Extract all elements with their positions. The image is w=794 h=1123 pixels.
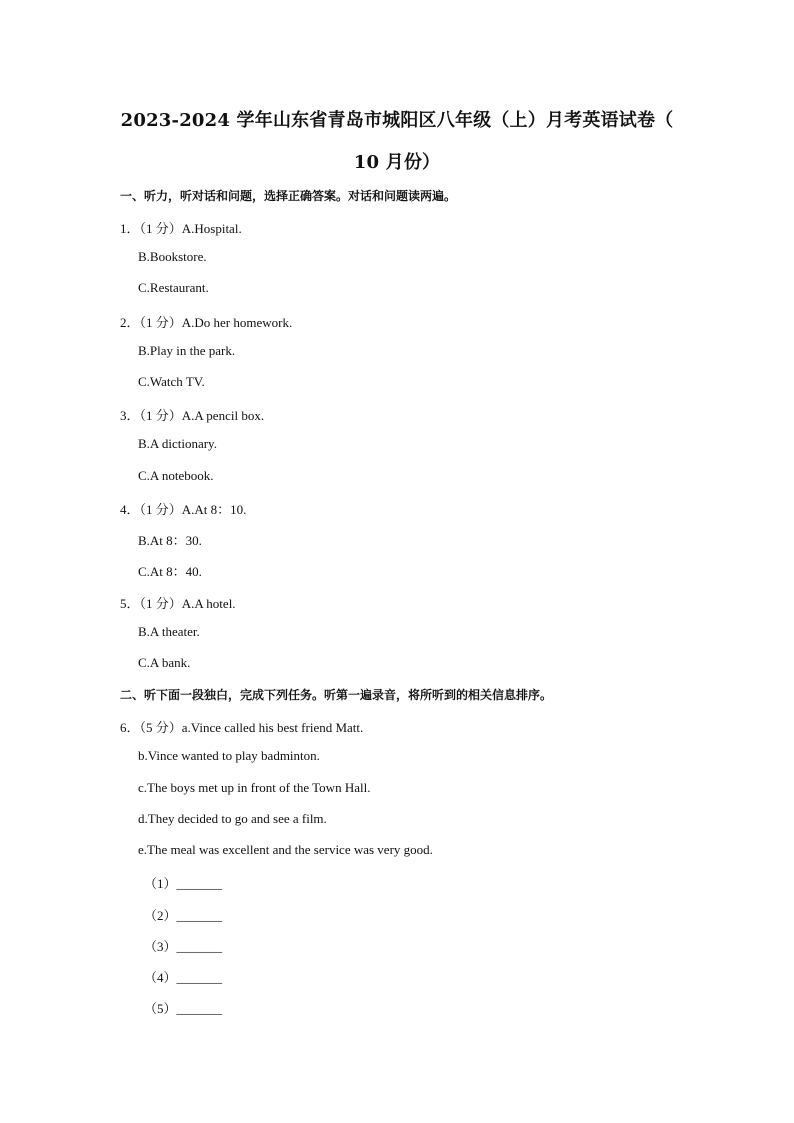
exam-title-line-1: 2023-2024 学年山东省青岛市城阳区八年级（上）月考英语试卷（ <box>120 110 674 131</box>
answer-blank-3[interactable]: （3）_______ <box>144 939 223 954</box>
question-5-option-b: B.A theater. <box>138 624 200 639</box>
question-1-option-c: C.Restaurant. <box>138 280 209 295</box>
question-1-stem: 1．（1 分）A.Hospital. <box>120 221 242 236</box>
question-4-option-b: B.At 8：30. <box>138 533 202 548</box>
question-3-option-b: B.A dictionary. <box>138 436 217 451</box>
question-3-option-c: C.A notebook. <box>138 468 214 483</box>
question-6-item-e: e.The meal was excellent and the service was very good. <box>138 842 433 857</box>
question-2-option-b: B.Play in the park. <box>138 343 236 358</box>
question-3-stem: 3．（1 分）A.A pencil box. <box>120 408 265 423</box>
answer-blank-2[interactable]: （2）_______ <box>144 908 223 923</box>
question-5-stem: 5．（1 分）A.A hotel. <box>120 596 236 611</box>
exam-title-line-2: 10 月份） <box>353 152 441 173</box>
question-5-option-c: C.A bank. <box>138 655 191 670</box>
section-2-heading: 二、听下面一段独白，完成下列任务。听第一遍录音，将所听到的相关信息排序。 <box>120 688 553 702</box>
answer-blank-4[interactable]: （4）_______ <box>144 970 223 985</box>
question-6-item-d: d.They decided to go and see a film. <box>138 811 327 826</box>
section-1-heading: 一、听力，听对话和问题，选择正确答案。对话和问题读两遍。 <box>120 189 457 203</box>
question-6-item-c: c.The boys met up in front of the Town Hall. <box>138 780 371 795</box>
question-2-option-c: C.Watch TV. <box>138 374 205 389</box>
question-4-option-c: C.At 8：40. <box>138 564 202 579</box>
question-4-stem: 4．（1 分）A.At 8：10. <box>120 502 247 517</box>
question-6-stem: 6．（5 分）a.Vince called his best friend Matt. <box>120 720 364 735</box>
question-1-option-b: B.Bookstore. <box>138 249 207 264</box>
question-2-stem: 2．（1 分）A.Do her homework. <box>120 315 293 330</box>
answer-blank-5[interactable]: （5）_______ <box>144 1001 223 1016</box>
answer-blank-1[interactable]: （1）_______ <box>144 876 223 891</box>
question-6-item-b: b.Vince wanted to play badminton. <box>138 748 320 763</box>
